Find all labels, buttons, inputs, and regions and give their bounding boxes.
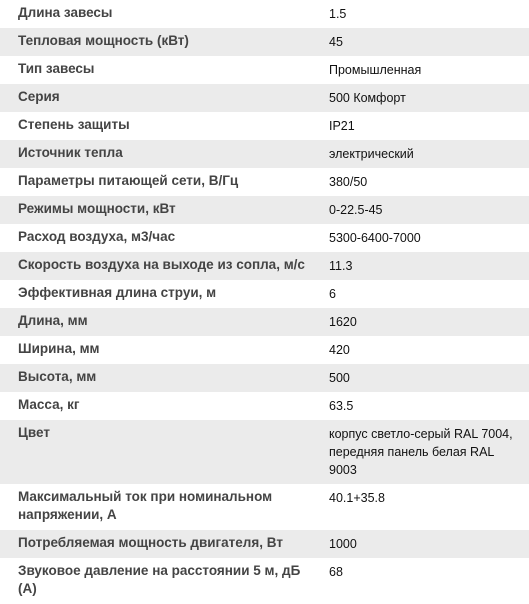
spec-value: 1620 bbox=[321, 308, 529, 336]
spec-value: 1.5 bbox=[321, 0, 529, 28]
spec-name: Тип завесы bbox=[0, 56, 321, 84]
spec-value: 420 bbox=[321, 336, 529, 364]
table-row bbox=[0, 392, 529, 420]
spec-value: 11.3 bbox=[321, 252, 529, 280]
table-row bbox=[0, 196, 529, 224]
spec-name: Длина завесы bbox=[0, 0, 321, 28]
table-row bbox=[0, 558, 529, 604]
spec-value: 500 Комфорт bbox=[321, 84, 529, 112]
table-row bbox=[0, 28, 529, 56]
table-row bbox=[0, 484, 529, 530]
table-row bbox=[0, 530, 529, 558]
spec-value: корпус светло-серый RAL 7004, передняя панель белая RAL 9003 bbox=[321, 420, 529, 484]
table-row bbox=[0, 168, 529, 196]
table-row bbox=[0, 56, 529, 84]
spec-value: 40.1+35.8 bbox=[321, 484, 529, 530]
spec-value: 63.5 bbox=[321, 392, 529, 420]
table-row bbox=[0, 364, 529, 392]
table-row bbox=[0, 308, 529, 336]
table-row bbox=[0, 252, 529, 280]
spec-value: 500 bbox=[321, 364, 529, 392]
table-row bbox=[0, 336, 529, 364]
spec-name: Длина, мм bbox=[0, 308, 321, 336]
spec-name: Параметры питающей сети, В/Гц bbox=[0, 168, 321, 196]
table-row bbox=[0, 112, 529, 140]
table-row bbox=[0, 280, 529, 308]
spec-name: Эффективная длина струи, м bbox=[0, 280, 321, 308]
spec-name: Режимы мощности, кВт bbox=[0, 196, 321, 224]
spec-name: Цвет bbox=[0, 420, 321, 484]
spec-name: Максимальный ток при номинальном напряжении, А bbox=[0, 484, 321, 530]
spec-name: Ширина, мм bbox=[0, 336, 321, 364]
spec-name: Расход воздуха, м3/час bbox=[0, 224, 321, 252]
table-row bbox=[0, 420, 529, 484]
spec-value: электрический bbox=[321, 140, 529, 168]
spec-name: Серия bbox=[0, 84, 321, 112]
table-row bbox=[0, 140, 529, 168]
spec-name: Масса, кг bbox=[0, 392, 321, 420]
spec-name: Скорость воздуха на выходе из сопла, м/с bbox=[0, 252, 321, 280]
spec-name: Звуковое давление на расстоянии 5 м, дБ (А) bbox=[0, 558, 321, 604]
spec-value: Промышленная bbox=[321, 56, 529, 84]
spec-name: Тепловая мощность (кВт) bbox=[0, 28, 321, 56]
spec-value: 68 bbox=[321, 558, 529, 604]
spec-value: IP21 bbox=[321, 112, 529, 140]
spec-value: 0-22.5-45 bbox=[321, 196, 529, 224]
spec-name: Высота, мм bbox=[0, 364, 321, 392]
spec-value: 380/50 bbox=[321, 168, 529, 196]
spec-value: 45 bbox=[321, 28, 529, 56]
spec-name: Степень защиты bbox=[0, 112, 321, 140]
spec-value: 5300-6400-7000 bbox=[321, 224, 529, 252]
spec-name: Источник тепла bbox=[0, 140, 321, 168]
spec-name: Потребляемая мощность двигателя, Вт bbox=[0, 530, 321, 558]
spec-value: 6 bbox=[321, 280, 529, 308]
table-row bbox=[0, 224, 529, 252]
table-row bbox=[0, 0, 529, 28]
spec-value: 1000 bbox=[321, 530, 529, 558]
table-row bbox=[0, 84, 529, 112]
